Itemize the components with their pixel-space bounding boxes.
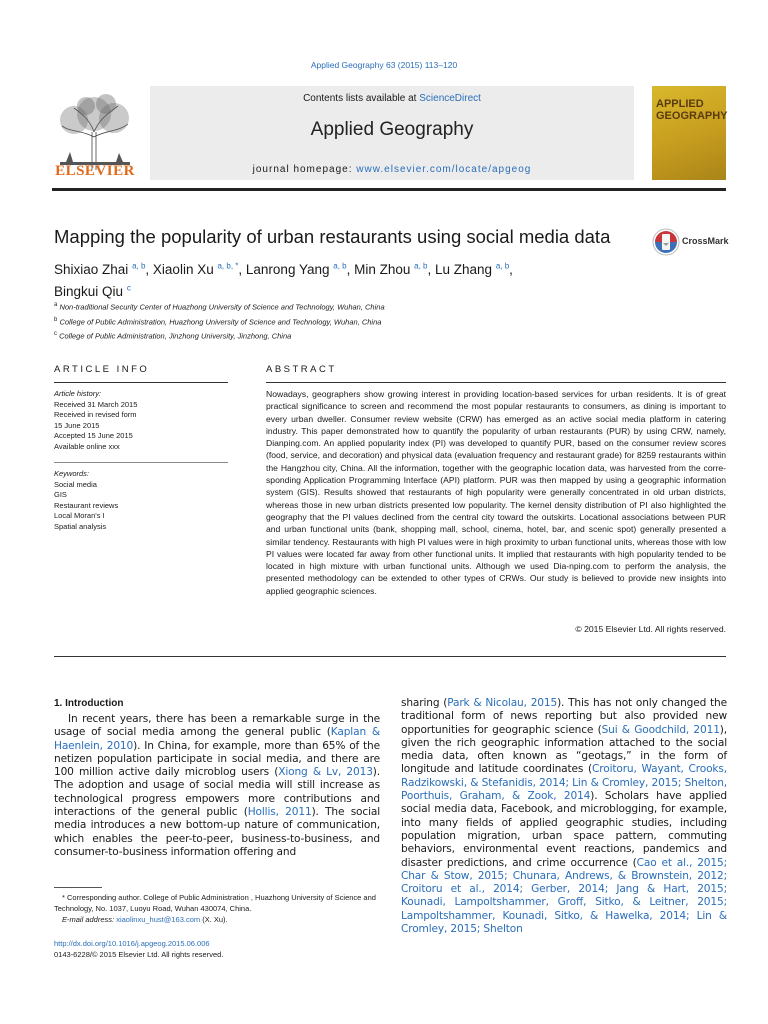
body-text: ). The social media introduces a new bottom-up nature of communication, which enables the peer-to-peer, business-to-business, and consumer-to-business information offering and	[54, 806, 380, 858]
email-label: E-mail address:	[62, 915, 115, 924]
contents-line	[150, 93, 634, 104]
body-text: In recent years, there has been a remarkable surge in the usage of social media among the general public (	[54, 713, 380, 739]
keyword-item[interactable]: Local Moran's I	[54, 511, 105, 521]
elsevier-wordmark: ELSEVIER	[55, 163, 135, 179]
article-history-item: Accepted 15 June 2015	[54, 431, 133, 441]
doi-block	[54, 938, 223, 960]
body-text: sharing (	[401, 697, 448, 709]
affiliation	[54, 314, 654, 329]
doi-link[interactable]: http://dx.doi.org/10.1016/j.apgeog.2015.06.006	[54, 939, 210, 948]
footnote-text: * Corresponding author. College of Public Administration , Huazhong University of Science and Technology, No. 1037, Luoyu Road, Wuhan 430074, China.	[54, 893, 376, 913]
cover-title-line2: GEOGRAPHY	[656, 110, 728, 122]
citation-link[interactable]: Hollis, 2011	[247, 806, 312, 819]
keyword-item[interactable]: Spatial analysis	[54, 521, 107, 531]
crossmark-label[interactable]: CrossMark	[682, 236, 729, 246]
affiliation-text: Non-traditional Security Center of Huazhong University of Science and Technology, Wuhan, China	[59, 302, 385, 312]
affiliation-text: College of Public Administration, Jinzhong University, Jinzhong, China	[59, 331, 292, 341]
section-heading-introduction: 1. Introduction	[54, 698, 124, 709]
footnote-email-line	[54, 914, 384, 925]
journal-name: Applied Geography	[310, 119, 474, 140]
author-name[interactable]: Lanrong Yang	[245, 261, 330, 277]
article-info-heading: ARTICLE INFO	[54, 364, 150, 375]
affiliation-mark: a	[54, 302, 58, 308]
authors-line-2	[54, 284, 131, 299]
abstract-heading: ABSTRACT	[266, 364, 337, 375]
article-history	[54, 389, 228, 453]
issn-line: 0143-6228/© 2015 Elsevier Ltd. All rights reserved.	[54, 950, 224, 959]
citation-link[interactable]: Sui & Goodchild, 2011	[601, 723, 720, 736]
body-text: ), given the rich geographic information attached to the social media data, often known as “geotags,” in the form of longitude and latitude coordinates (	[401, 723, 727, 776]
citation-link[interactable]: Croitoru, Wayant, Crooks, Radzikowski, & Stefanidis, 2014; Lin & Cromley, 2015; Shelton, Poorthuis, Graham, & Zook, 2014	[401, 763, 727, 803]
author-name[interactable]: Lu Zhang	[435, 261, 493, 277]
body-text: ). This has not only changed the traditional form of news reporting but also provided new opportunities for geographic science (	[401, 697, 727, 736]
cover-title-line1: APPLIED	[656, 98, 704, 110]
citation-link[interactable]: Cao et al., 2015; Char & Stow, 2015; Chunara, Andrews, & Brownstein, 2012; Croitoru et al., 2014; Gerber, 2014; Jang & Hart, 2015; Kounadi, Lampoltshammer, Groff, Sitko, & Leitner, 2015; Lampoltshammer, Kounadi, Sitko, & Hawelka, 2014; Lin & Cromley, 2015; Shelton	[401, 856, 728, 936]
sciencedirect-link[interactable]: ScienceDirect	[419, 93, 481, 104]
homepage-prefix: journal homepage:	[252, 164, 357, 175]
keyword-item[interactable]: Social media	[54, 479, 97, 489]
keywords-list	[54, 469, 228, 533]
affiliation-text: College of Public Administration, Huazhong University of Science and Technology, Wuhan, China	[59, 317, 382, 326]
author-name[interactable]: Bingkui Qiu	[54, 284, 124, 299]
author-affiliation-mark[interactable]: c	[126, 283, 131, 293]
journal-cover-title	[656, 98, 728, 122]
authors-line-1: Shixiao Zhai $^{a, b}$, Xiaolin Xu $^{a, b, *}$, Lanrong Yang $^{a, b}$, Min Zhou $^{a, b}$, Lu Zhang $^{a, b}$,	[54, 261, 513, 277]
keyword-item[interactable]: GIS	[54, 490, 67, 500]
header-divider	[52, 188, 726, 191]
article-history-heading: Article history:	[54, 389, 102, 398]
body-text: ). In China, for example, more than 65% of the netizen population participate in social media, and there are 100 million active daily microblog users (	[54, 739, 380, 779]
article-history-item: 15 June 2015	[54, 420, 100, 430]
abstract-copyright: © 2015 Elsevier Ltd. All rights reserved.	[575, 624, 726, 634]
author-name[interactable]: Xiaolin Xu	[152, 261, 214, 277]
citation-link[interactable]: Kaplan & Haenlein, 2010	[54, 726, 380, 752]
affiliation-list	[54, 299, 654, 343]
body-text: ). Scholars have applied social media data, Facebook, and microblogging, for example, into many fields of applied geographic studies, including population migration, urban space pattern, commuting behaviors, environmental event reactions, pandemics and disaster predictions, and crime occurrence (	[401, 790, 727, 869]
footnote-divider	[54, 887, 102, 888]
article-history-item: Available online xxx	[54, 441, 120, 451]
body-right-column	[401, 697, 727, 936]
keyword-item[interactable]: Restaurant reviews	[54, 500, 119, 510]
author-affiliation-mark[interactable]: a, b	[414, 261, 428, 270]
citation-link[interactable]: Xiong & Lv, 2013	[278, 766, 373, 779]
keywords-heading: Keywords:	[54, 469, 90, 478]
corresponding-author-footnote	[54, 892, 384, 925]
abstract-text: Nowadays, geographers show growing interest in providing location-based services for urban residents. It is of great practical significance to screen and recommend the most popular restaurants to consumers, as dining is important to every urban dweller. Consumer review website (CRW) has emerged as an active social media platform in catering industry. This paper demonstrated how to quantify the popularity of urban restaurants (PUR) by using CRW, namely, Dianping.com. An applied popularity index (PI) was developed to quantify PUR, based on the consumer review scores (food, service, and decoration) and physical data (evaluation frequency and restaurant grade) for 8259 restaurants within the Hangzhou city, China. All the information, together with the geographic location data, was harvested from the corre-sponding Application Programming Interface (API) platform. PUR was then mapped by using a geographic information system (GIS). Results showed that restaurants of high popularity were generally concentrated in old urban districts, whereas those in new urban districts presented low popularity. The kernel density distribution of PI also highlighted the geography that the PI values declined from the central city toward the outskirts. Locational associations between PUR and urban functional units (bank, shopping mall, school, cinema, hotel, bar, and scenic spot) generally presented a similar tendency. Restaurants with high PI values were in high proximity to urban functional units, whereas those with low PI values were located far away from other functional units. It implied that restaurants with high popularity tended to be located in high mixture with urban functional units. Although we used Dia-nping.com to perform the analysis, the presented methodology can be extended to other types of CRWs. Our study is believed to provide new insights into applied geographic sciences.	[266, 389, 726, 596]
article-title: Mapping the popularity of urban restaurants using social media data	[54, 226, 611, 247]
article-history-item: Received in revised form	[54, 410, 137, 420]
homepage-link[interactable]: www.elsevier.com/locate/apgeog	[356, 164, 532, 175]
affiliation-mark: b	[54, 316, 58, 323]
affiliation	[54, 299, 654, 314]
author-name[interactable]: Min Zhou	[354, 261, 411, 277]
author-affiliation-mark[interactable]: a, b	[495, 261, 510, 270]
article-info-divider	[54, 382, 228, 383]
abstract-bottom-divider	[54, 656, 726, 657]
email-link[interactable]: xiaolinxu_hust@163.com	[116, 915, 201, 924]
journal-citation[interactable]: Applied Geography 63 (2015) 113–120	[310, 60, 458, 70]
body-text: ). The adoption and usage of social media will still increase as technological progress empowers more contributions and interactions of the general public (	[54, 766, 380, 819]
author-affiliation-mark[interactable]: a, b	[132, 261, 146, 270]
keywords-divider	[54, 462, 228, 463]
author-affiliation-mark[interactable]: a, b	[333, 261, 347, 270]
journal-homepage	[150, 164, 634, 175]
email-suffix: (X. Xu).	[202, 915, 228, 924]
affiliation-mark: c	[54, 331, 57, 337]
citation-link[interactable]: Park & Nicolau, 2015	[447, 697, 558, 709]
contents-prefix: Contents lists available at	[303, 93, 420, 104]
abstract-divider	[266, 382, 726, 383]
body-left-column	[54, 713, 380, 859]
author-name[interactable]: Shixiao Zhai	[54, 261, 129, 277]
author-affiliation-mark[interactable]: a, b, *	[217, 261, 239, 270]
article-history-item: Received 31 March 2015	[54, 399, 138, 409]
crossmark-icon[interactable]	[652, 228, 680, 256]
affiliation	[54, 328, 654, 343]
author-list	[54, 256, 654, 301]
